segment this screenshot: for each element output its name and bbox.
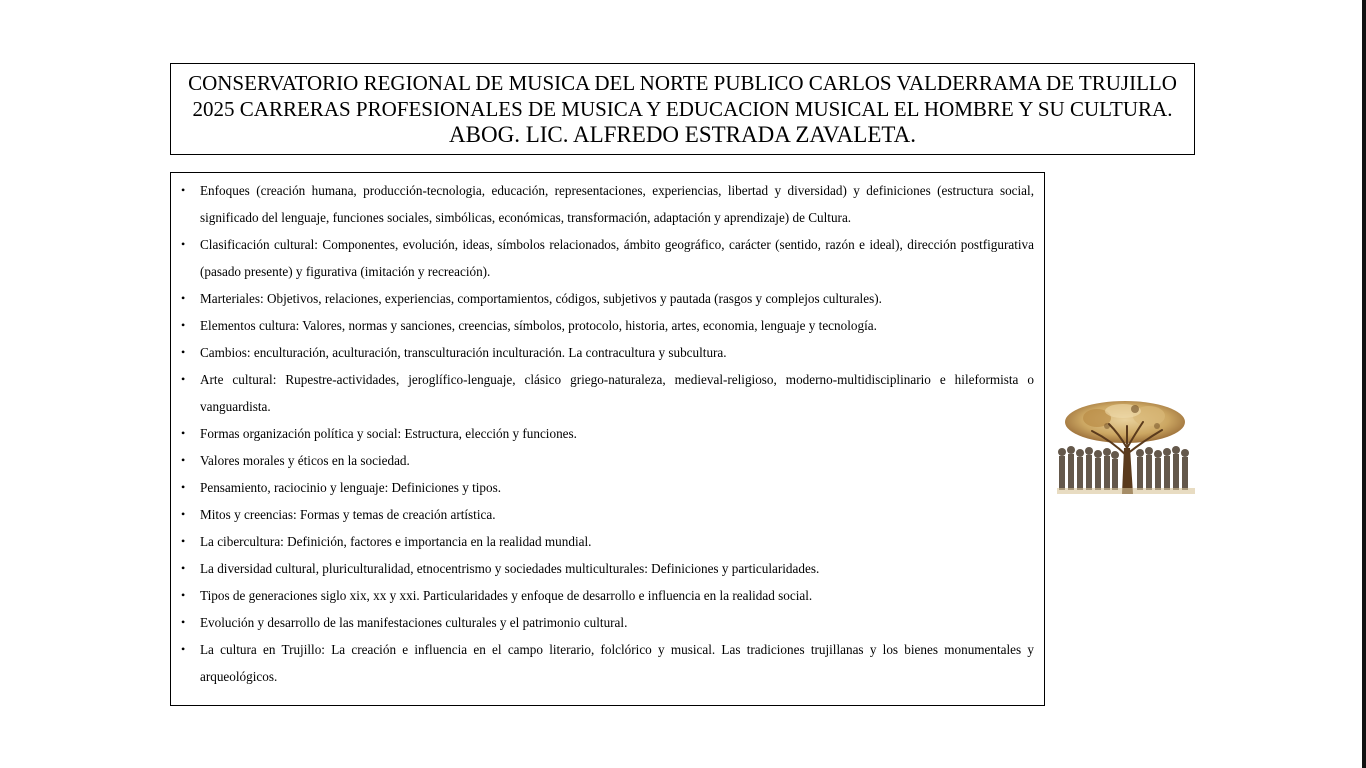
list-item: • Pensamiento, raciocinio y lenguaje: Definiciones y tipos. [181, 474, 1034, 501]
list-item: • Formas organización política y social: Estructura, elección y funciones. [181, 420, 1034, 447]
list-item: • Marteriales: Objetivos, relaciones, experiencias, comportamientos, códigos, subjetivos y pautada (rasgos y complejos culturales). [181, 285, 1034, 312]
topics-list [181, 177, 1034, 690]
bullet-icon: • [181, 183, 186, 197]
bullet-icon: • [181, 642, 186, 656]
title-main: CONSERVATORIO REGIONAL DE MUSICA DEL NORTE PUBLICO CARLOS VALDERRAMA DE TRUJILLO 2025 CARRERAS PROFESIONALES DE MUSICA Y EDUCACION MUSICAL EL HOMBRE Y SU CULTURA. [188, 71, 1177, 121]
bullet-icon: • [181, 588, 186, 602]
bullet-icon: • [181, 291, 186, 305]
topics-box [170, 172, 1045, 706]
bullet-icon: • [181, 480, 186, 494]
bullet-icon: • [181, 318, 186, 332]
bullet-icon: • [181, 561, 186, 575]
title-author: ABOG. LIC. ALFREDO ESTRADA ZAVALETA. [449, 122, 916, 147]
list-item: • Valores morales y éticos en la sociedad. [181, 447, 1034, 474]
bullet-icon: • [181, 237, 186, 251]
page-title [181, 70, 1184, 148]
list-item: • La cultura en Trujillo: La creación e influencia en el campo literario, folclórico y musical. Las tradiciones trujillanas y los bienes monumentales y arqueológicos. [181, 636, 1034, 690]
bullet-icon: • [181, 615, 186, 629]
list-item: • Clasificación cultural: Componentes, evolución, ideas, símbolos relacionados, ámbito geográfico, carácter (sentido, razón e ideal), dirección postfigurativa (pasado presente) y figurativa (imitación y recreación). [181, 231, 1034, 285]
scrollbar[interactable] [1362, 0, 1366, 768]
title-box [170, 63, 1195, 155]
list-item: • Evolución y desarrollo de las manifestaciones culturales y el patrimonio cultural. [181, 609, 1034, 636]
bullet-icon: • [181, 372, 186, 386]
list-item: • Arte cultural: Rupestre-actividades, jeroglífico-lenguaje, clásico griego-naturaleza, medieval-religioso, moderno-multidisciplinario e hileformista o vanguardista. [181, 366, 1034, 420]
list-item: • La diversidad cultural, pluriculturalidad, etnocentrismo y sociedades multiculturales: Definiciones y particularidades. [181, 555, 1034, 582]
bullet-icon: • [181, 426, 186, 440]
list-item: • La cibercultura: Definición, factores e importancia en la realidad mundial. [181, 528, 1034, 555]
bullet-icon: • [181, 453, 186, 467]
culture-tree-illustration [1057, 396, 1195, 494]
bullet-icon: • [181, 345, 186, 359]
list-item: • Tipos de generaciones siglo xix, xx y xxi. Particularidades y enfoque de desarrollo e influencia en la realidad social. [181, 582, 1034, 609]
bullet-icon: • [181, 534, 186, 548]
bullet-icon: • [181, 507, 186, 521]
list-item: • Cambios: enculturación, aculturación, transculturación inculturación. La contracultura y subcultura. [181, 339, 1034, 366]
list-item: • Enfoques (creación humana, producción-tecnologia, educación, representaciones, experiencias, libertad y diversidad) y definiciones (estructura social, significado del lenguaje, funciones sociales, simbólicas, económicas, transformación, adaptación y aprendizaje) de Cultura. [181, 177, 1034, 231]
list-item: • Elementos cultura: Valores, normas y sanciones, creencias, símbolos, protocolo, historia, artes, economia, lenguaje y tecnología. [181, 312, 1034, 339]
tree-trunk [1122, 448, 1133, 494]
list-item: • Mitos y creencias: Formas y temas de creación artística. [181, 501, 1034, 528]
